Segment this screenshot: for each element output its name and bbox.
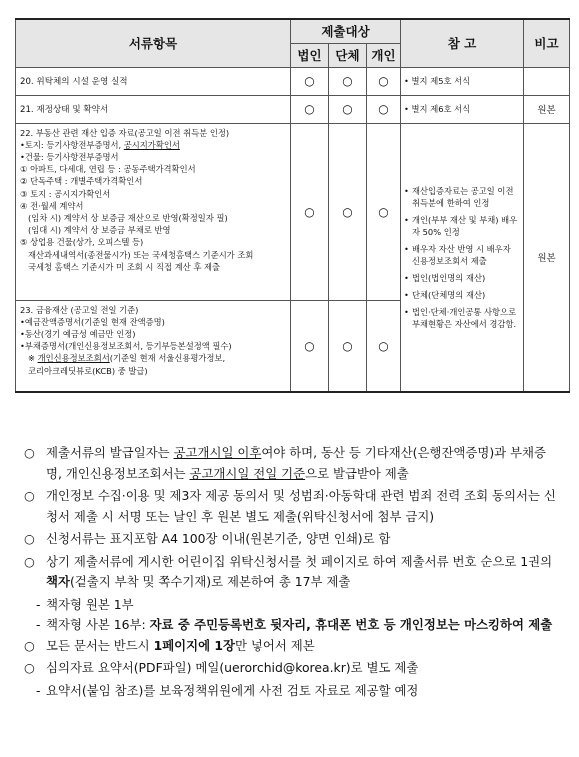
- header-remarks: 비고: [524, 19, 570, 67]
- header-group: 단체: [329, 43, 367, 67]
- note-item: ○ 모든 문서는 반드시 1페이지에 1장만 넣어서 제본: [24, 637, 315, 653]
- circle-mark: ○: [367, 67, 401, 95]
- row-item: 21. 재정상태 및 확약서: [16, 95, 291, 123]
- merged-reference: • 재산입증자료는 공고일 이전 취득분에 한하여 인정 • 개인(부부 재산 및 부채) 배우자 50% 인정 • 배우자 자산 반영 시 배우자 신용정보조회서 제출 • 법인(법인명의 재산) • 단체(단체명의 재산) • 법인·단체·개인공통 사항으로 부채현황은 자산에서 경감함.: [401, 123, 524, 392]
- row-item: 20. 위탁체의 시설 운영 실적: [16, 67, 291, 95]
- circle-mark: ○: [329, 67, 367, 95]
- circle-mark: ○: [329, 95, 367, 123]
- submission-documents-table: [15, 18, 570, 393]
- circle-mark: ○: [367, 300, 401, 392]
- row-remark: [524, 67, 570, 95]
- row-remark: 원본: [524, 95, 570, 123]
- header-document-items: 서류항목: [16, 19, 291, 67]
- submission-notes: [22, 443, 558, 701]
- note-item: ○ 신청서류는 표지포함 A4 100장 이내(원본기준, 양면 인쇄)로 함: [24, 531, 391, 546]
- row-reference: • 별지 제6호 서식: [401, 95, 524, 123]
- item-title: 22. 부동산 관련 재산 입증 자료(공고일 이전 취득분 인정): [20, 127, 230, 138]
- note-subitem: - 책자형 원본 1부: [36, 596, 134, 612]
- note-subitem: - 요약서(붙임 참조)를 보육정책위원에게 사전 검토 자료로 제공할 예정: [36, 682, 419, 698]
- real-estate-proof-item: 22. 부동산 관련 재산 입증 자료(공고일 이전 취득분 인정) •토지: 등기사항전부증명서, 공시지가확인서 •건물: 등기사항전부증명서 ① 아파트, 다세대, 연립 등 : 공동주택가격확인서 ② 단독주택 : 개별주택가격확인서 ③ 토지 : 공시지가확인서 ④ 전·월세 계약서 (임차 시) 계약서 상 보증금 재산으로 반영(확정일자 필) (임대 시) 계약서 상 보증금 부채로 반영 ⑤ 상업용 건물(상가, 오피스텔 등) 재산과세내역서(종전물시가) 또는 국세청홈택스 기준시가 조회 국세청 홈택스 기준시가 미 조회 시 직접 계산 후 제출: [16, 123, 291, 300]
- circle-mark: ○: [291, 300, 329, 392]
- circle-mark: ○: [291, 67, 329, 95]
- circle-mark: ○: [329, 300, 367, 392]
- table-row: [16, 95, 570, 123]
- table-row: [16, 67, 570, 95]
- note-subitem: - 책자형 사본 16부: 자료 중 주민등록번호 뒷자리, 휴대폰 번호 등 개인정보는 마스킹하여 제출: [36, 617, 553, 632]
- note-item: ○ 제출서류의 발급일자는 공고개시일 이후여야 하며, 동산 등 기타재산(은행잔액증명)과 부채증명, 개인신용정보조회서는 공고개시일 전일 기준으로 발급받아 제출: [24, 445, 546, 481]
- table-row: [16, 123, 570, 300]
- note-item: ○ 개인정보 수집·이용 및 제3자 제공 동의서 및 성범죄·아동학대 관련 범죄 전력 조회 동의서는 신청서 제출 시 서명 또는 날인 후 원본 별도 제출(위탁신청서에 첨부 금지): [24, 488, 556, 524]
- header-reference: 참 고: [401, 19, 524, 67]
- circle-mark: ○: [291, 95, 329, 123]
- circle-mark: ○: [329, 123, 367, 300]
- circle-mark: ○: [367, 95, 401, 123]
- note-item: ○ 상기 제출서류에 게시한 어린이집 위탁신청서를 첫 페이지로 하여 제출서류 번호 순으로 1권의 책자(겉출지 부착 및 쪽수기재)로 제본하여 총 17부 제출: [24, 553, 553, 589]
- header-corporation: 법인: [291, 43, 329, 67]
- circle-mark: ○: [367, 123, 401, 300]
- note-item: ○ 심의자료 요약서(PDF파일) 메일(uerorchid@korea.kr)로 별도 제출: [24, 660, 419, 675]
- circle-mark: ○: [291, 123, 329, 300]
- merged-remark: 원본: [524, 123, 570, 392]
- row-reference: • 별지 제5호 서식: [401, 67, 524, 95]
- header-submission-target: 제출대상: [291, 19, 401, 43]
- item-title: 23. 금융재산 (공고일 전일 기준): [20, 304, 139, 315]
- header-individual: 개인: [367, 43, 401, 67]
- financial-asset-item: 23. 금융재산 (공고일 전일 기준) •예금잔액증명서(기준일 현재 잔액증명) •동산(경기 예금성 예금만 인정) •부채증명서(개인신용정보조회서, 등기부등본설정액 필수) ※ 개인신용정보조회서(기준일 현재 서울신용평가정보, 코리아크레딧뷰로(KCB) 중 발급): [16, 300, 291, 392]
